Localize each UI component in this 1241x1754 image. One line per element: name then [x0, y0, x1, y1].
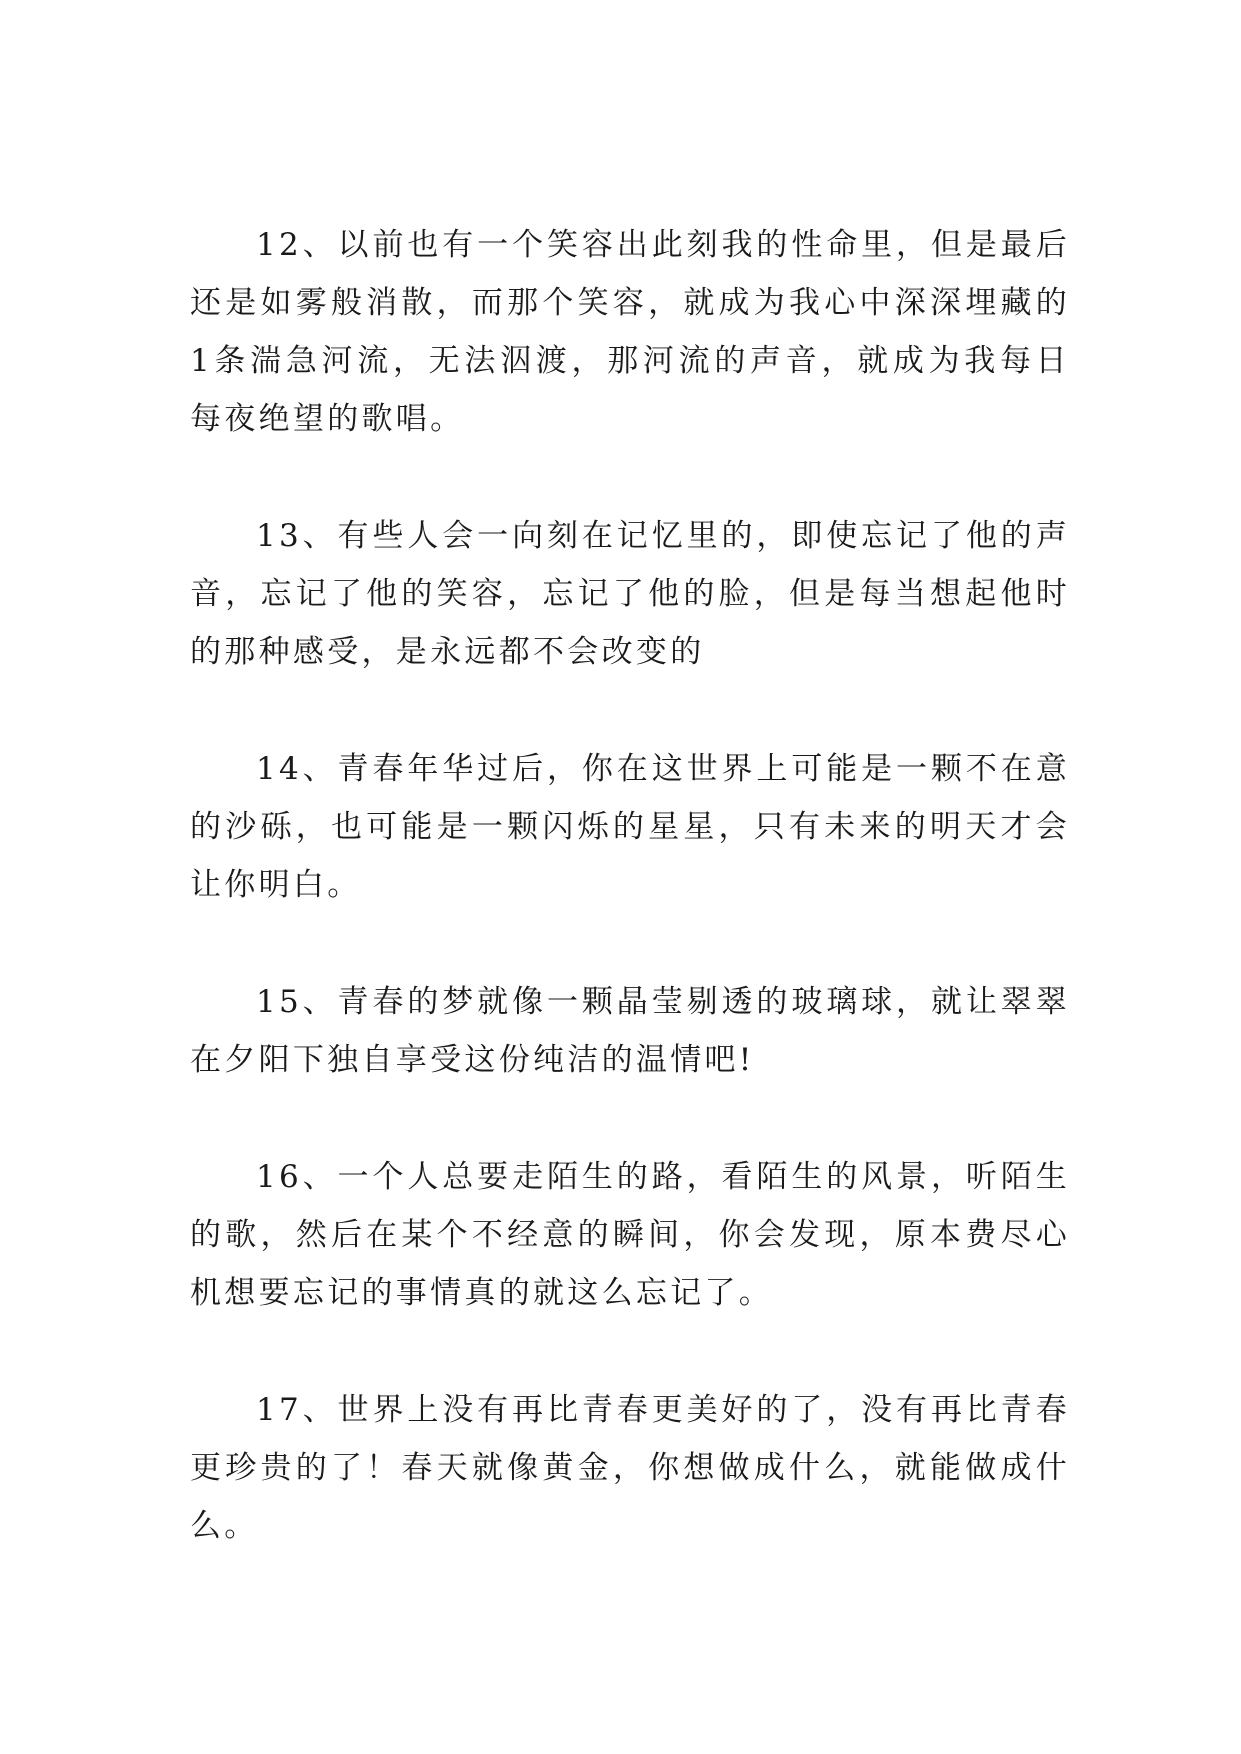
paragraph-15: 15、青春的梦就像一颗晶莹剔透的玻璃球，就让翠翠在夕阳下独自享受这份纯洁的温情吧! [190, 984, 1070, 1078]
paragraph-12: 12、以前也有一个笑容出此刻我的性命里，但是最后还是如雾般消散，而那个笑容，就成为我心中深深埋藏的1条湍急河流，无法泅渡，那河流的声音，就成为我每日每夜绝望的歌唱。 [190, 227, 1070, 437]
paragraph-17: 17、世界上没有再比青春更美好的了，没有再比青春更珍贵的了！春天就像黄金，你想做成什么，就能做成什么。 [190, 1392, 1070, 1544]
paragraph-13: 13、有些人会一向刻在记忆里的，即使忘记了他的声音，忘记了他的笑容，忘记了他的脸，但是每当想起他时的那种感受，是永远都不会改变的 [190, 518, 1070, 670]
paragraph-16: 16、一个人总要走陌生的路，看陌生的风景，听陌生的歌，然后在某个不经意的瞬间，你会发现，原本费尽心机想要忘记的事情真的就这么忘记了。 [190, 1159, 1070, 1311]
document-body [190, 216, 1070, 1614]
paragraph-14: 14、青春年华过后，你在这世界上可能是一颗不在意的沙砾，也可能是一颗闪烁的星星，只有未来的明天才会让你明白。 [190, 751, 1070, 903]
